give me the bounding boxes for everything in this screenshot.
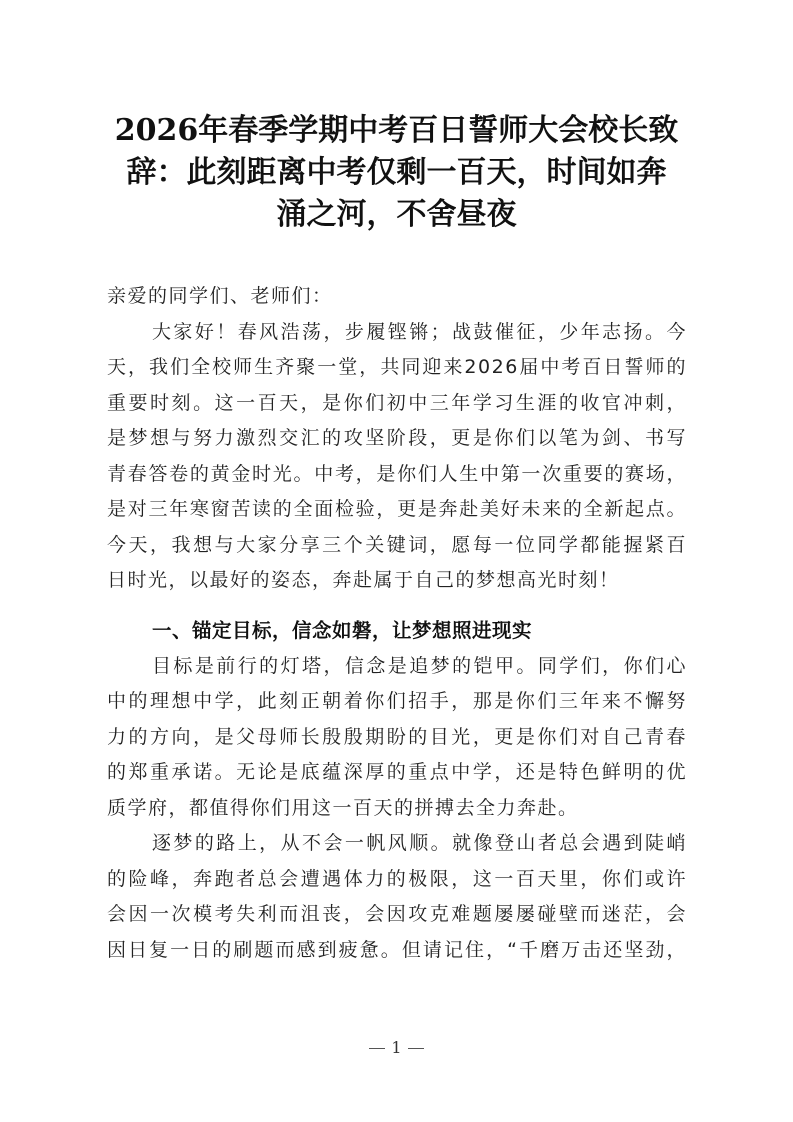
document-body bbox=[107, 279, 687, 968]
salutation: 亲爱的同学们、老师们： bbox=[107, 285, 333, 307]
paragraph-line: 目标是前行的灯塔，信念是追梦的铠甲。同学们，你们心 bbox=[152, 654, 687, 677]
paragraph-2 bbox=[107, 649, 687, 827]
page-footer bbox=[0, 1038, 793, 1057]
paragraph-line: 今天，我想与大家分享三个关键词，愿每一位同学都能握紧百 bbox=[107, 533, 687, 556]
title-line-3: 涌之河，不舍昼夜 bbox=[276, 197, 517, 232]
document-title bbox=[100, 110, 693, 236]
paragraph-line: 重要时刻。这一百天，是你们初中三年学习生涯的收官冲刺， bbox=[107, 391, 687, 414]
paragraph-line: 逐梦的路上，从不会一帆风顺。就像登山者总会遇到陡峭 bbox=[152, 832, 687, 854]
paragraph-line: 会因一次模考失利而沮丧，会因攻克难题屡屡碰壁而迷茫，会 bbox=[107, 903, 687, 925]
page-number: 1 bbox=[391, 1038, 402, 1057]
dash-left bbox=[369, 1048, 385, 1049]
section-heading: 一、锚定目标，信念如磐，让梦想照进现实 bbox=[152, 618, 533, 642]
paragraph-line: 因日复一日的刷题而感到疲惫。但请记住，“千磨万击还坚劲， bbox=[107, 938, 687, 961]
paragraph-line: 是对三年寒窗苦读的全面检验，更是奔赴美好未来的全新起点。 bbox=[107, 498, 687, 520]
paragraph-line: 质学府，都值得你们用这一百天的拼搏去全力奔赴。 bbox=[107, 796, 579, 819]
paragraph-line: 大家好！春风浩荡，步履铿锵；战鼓催征，少年志扬。今 bbox=[152, 320, 687, 343]
paragraph-line: 的郑重承诺。无论是底蕴深厚的重点中学，还是特色鲜明的优 bbox=[107, 761, 687, 783]
dash-right bbox=[408, 1048, 424, 1049]
title-line-1: 2026年春季学期中考百日誓师大会校长致 bbox=[114, 113, 679, 148]
paragraph-3 bbox=[107, 826, 687, 968]
paragraph-line: 的险峰，奔跑者总会遭遇体力的极限，这一百天里，你们或许 bbox=[107, 867, 687, 890]
paragraph-line: 中的理想中学，此刻正朝着你们招手，那是你们三年来不懈努 bbox=[107, 690, 687, 712]
title-line-2: 辞：此刻距离中考仅剩一百天，时间如奔 bbox=[126, 155, 667, 190]
paragraph-line: 是梦想与努力激烈交汇的攻坚阶段，更是你们以笔为剑、书写 bbox=[107, 427, 687, 449]
paragraph-line: 青春答卷的黄金时光。中考，是你们人生中第一次重要的赛场， bbox=[107, 462, 687, 485]
paragraph-line: 天，我们全校师生齐聚一堂，共同迎来2026届中考百日誓师的 bbox=[107, 356, 687, 378]
paragraph-line: 日时光，以最好的姿态，奔赴属于自己的梦想高光时刻！ bbox=[107, 569, 620, 591]
paragraph-line: 力的方向，是父母师长殷殷期盼的目光，更是你们对自己青春 bbox=[107, 725, 687, 748]
paragraph-1 bbox=[107, 315, 687, 599]
